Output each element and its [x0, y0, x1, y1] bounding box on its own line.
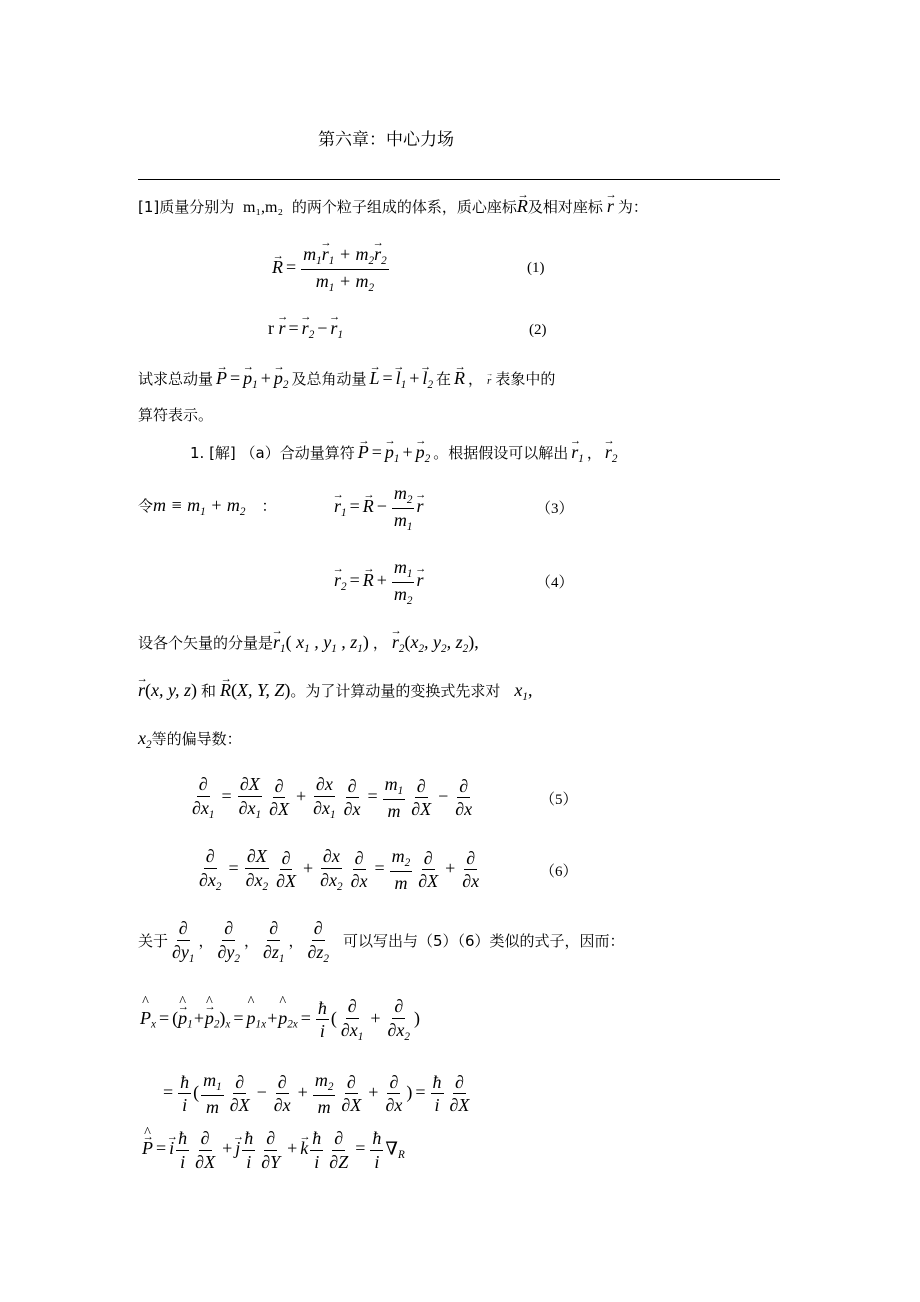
components-line-2: → r(x, y, z) 和→ R(X, Y, Z)。为了计算动量的变换式先求对 $x_1$, [138, 680, 533, 703]
components-comma: ， [372, 634, 388, 652]
intro-text1: 的两个粒子组成的体系，质心座标 [291, 198, 517, 216]
components-line-3: $x_2$等的偏导数： [138, 728, 242, 751]
intro-text2: 及相对座标 [527, 198, 603, 216]
components-and: 和 [201, 682, 217, 700]
solution-line: 1. [解] （a）合动量算符→ $P =\to p_1 +\to p_2$ 。根据假设可以解出→ $r_1$ ，→ $r_2$ [190, 442, 620, 465]
components-text1: 设各个矢量的分量是 [138, 634, 274, 652]
equation-px: ^ $P_x$ = (^ → $p_1+\^{} \to p_2)_x$ =^ $p_{1x}+\^{}$ $p_{2x}$ = $\frac{ħ}{i}$ ( $\frac{\partial}{\partial x_1}$ + $\frac{\partial}{\partial x_2}$ ) [140, 996, 420, 1043]
question-text5: 表象中的 [495, 370, 556, 388]
question-text1: 试求总动量 [138, 370, 214, 388]
equation-2: $r \to r =\to r_2 -\to r_1$ [268, 318, 343, 341]
components-text2: 。为了计算动量的变换式先求对 [290, 682, 501, 700]
equation-number-4: （4） [536, 575, 574, 591]
question-text4: ， [468, 370, 484, 388]
about-sep-1: ， [198, 931, 214, 950]
equation-number-3: （3） [536, 501, 574, 517]
equation-number-6: （6） [540, 864, 578, 880]
intro-prefix: [1]质量分别为 [138, 198, 235, 216]
intro-line: [1]质量分别为 m₁,m₂ 的两个粒子组成的体系，质心座标→ R及相对座标→ r 为： [138, 196, 648, 217]
solution-text2: 。根据假设可以解出 [433, 444, 569, 462]
question-line: 试求总动量→ $P =\to p_1 +\to p_2$ 及总角动量→ $L =\to l_1 +\to l_2$ 在→ R ，→ r 表象中的 [138, 368, 555, 391]
equation-number-2: (2) [529, 322, 547, 338]
intro-text3: 为： [617, 198, 648, 216]
about-line: 关于 $\frac{\partial}{\partial y_1}$ ， $\frac{\partial}{\partial y_2}$ ， $\frac{\partial}{\partial z_1}$ ， $\frac{\partial}{\partial z_2}$ 可以写出与（5）（6）类似的式子，因而： [138, 918, 625, 965]
components-text3: 等的偏导数： [151, 730, 242, 748]
intro-masses: m₁,m₂ [243, 199, 284, 216]
equation-number-1: (1) [527, 260, 545, 276]
question-text2: 及总角动量 [291, 370, 367, 388]
equation-4: → $r_2 =\to R$ + $\frac{m_1}{m_2}$ → r [334, 557, 424, 607]
equation-1: → R = $\frac{m_1\to r_1 + m_2\to r_2}{m_1 + m_2}$ [272, 244, 391, 294]
about-prefix: 关于 [138, 931, 169, 950]
about-sep-2: ， [243, 931, 259, 950]
question-text3: 在 [436, 370, 452, 388]
about-sep-3: ， [288, 931, 304, 950]
components-line: 设各个矢量的分量是→ $r_1$( $x_1$ , $y_1$ , $z_1$) ，→ $r_2(x_2$, $y_2$, $z_2$), [138, 632, 479, 655]
about-suffix: 可以写出与（5）（6）类似的式子，因而： [342, 931, 625, 950]
question-line-2: 算符表示。 [138, 406, 214, 424]
equation-px-continued: = $\frac{ħ}{i}$ ( $\frac{m_1}{m}$ $\frac{\partial}{\partial X}$ − $\frac{\partial}{\partial x}$ + $\frac{m_2}{m}$ $\frac{\partial}{\partial X}$ + $\frac{\partial}{\partial x}$ ) = $\frac{ħ}{i}$ $\frac{\partial}{\partial X}$ [163, 1070, 470, 1117]
solution-comma: ， [586, 444, 602, 462]
equation-5: $\frac{\partial}{\partial x_1}$ = $\frac{\partial X}{\partial x_1}$ $\frac{\partial}{\partial X}$ + $\frac{\partial x}{\partial x_1}$ $\frac{\partial}{\partial x}$ = $\frac{m_1}{m}$ $\frac{\partial}{\partial X}$ − $\frac{\partial}{\partial x}$ [192, 774, 473, 821]
let-prefix: 令 [138, 497, 154, 515]
equation-3: → $r_1 =\to R$ − $\frac{m_2}{m_1}$ → r [334, 483, 424, 533]
equation-number-5: （5） [540, 792, 578, 808]
let-line: 令$m \equiv m_1 + m_2$ ： [138, 495, 277, 518]
solution-label: 1. [解] （a）合动量算符 [190, 444, 355, 462]
equation-6: $\frac{\partial}{\partial x_2}$ = $\frac{\partial X}{\partial x_2}$ $\frac{\partial}{\partial X}$ + $\frac{\partial x}{\partial x_2}$ $\frac{\partial}{\partial x}$ = $\frac{m_2}{m}$ $\frac{\partial}{\partial X}$ + $\frac{\partial}{\partial x}$ [199, 846, 480, 893]
let-colon: ： [261, 497, 277, 515]
chapter-title: 第六章：中心力场 [318, 130, 454, 150]
equation-p-operator: ^ → P =→ i $\frac{ħ}{i}$ $\frac{\partial}{\partial X}$ +→ j $\frac{ħ}{i}$ $\frac{\partial}{\partial Y}$ +→ k $\frac{ħ}{i}$ $\frac{\partial}{\partial Z}$ = $\frac{ħ}{i}$ $\nabla_R$ [142, 1128, 405, 1172]
title-rule [138, 179, 780, 180]
